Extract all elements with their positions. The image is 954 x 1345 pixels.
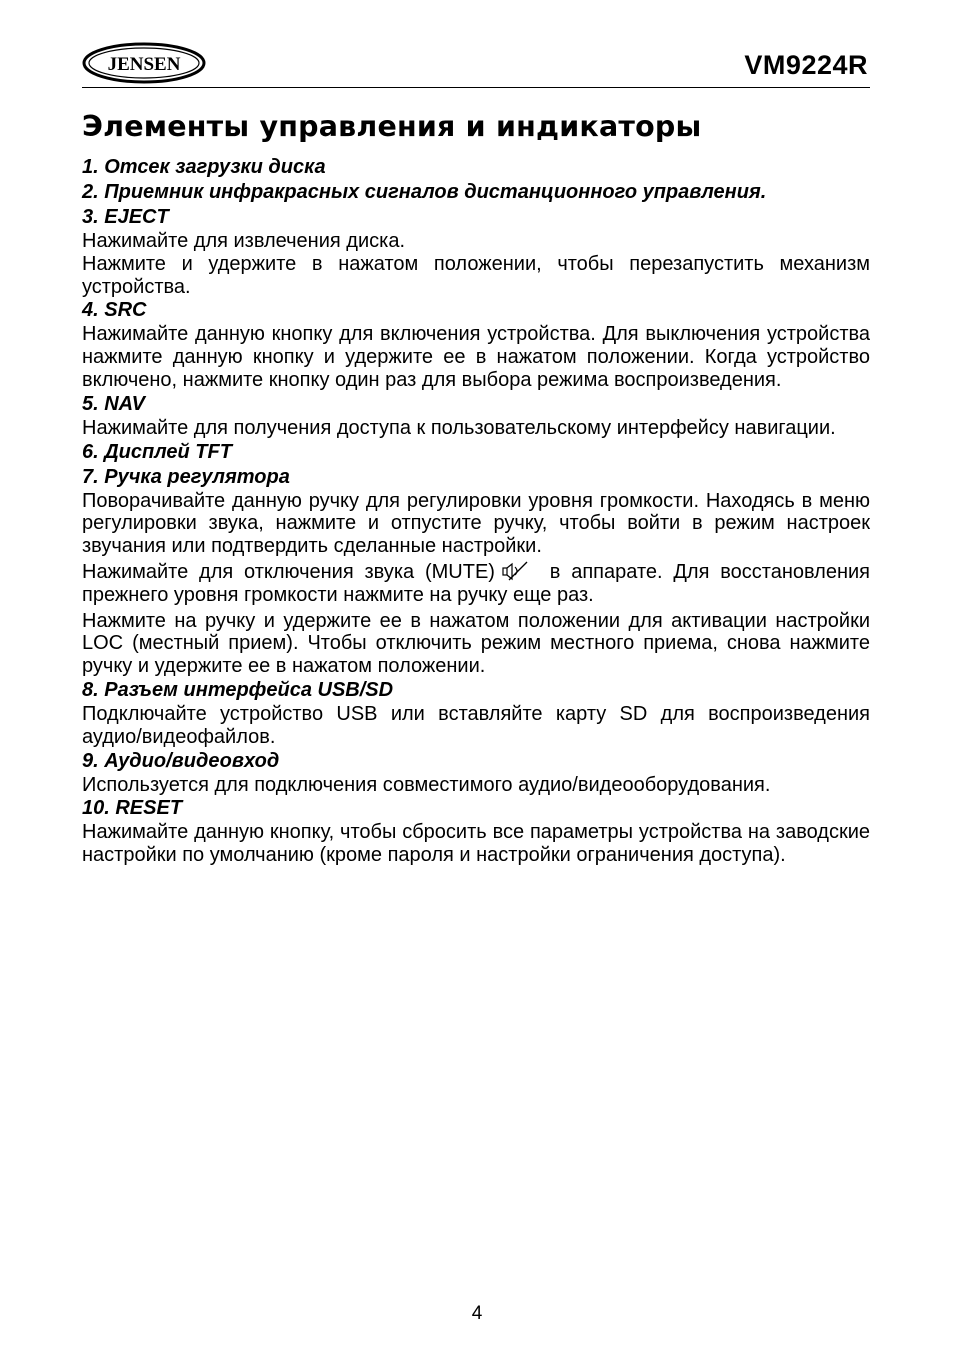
mute-text-before: Нажимайте для отключения звука (MUTE) bbox=[82, 560, 495, 583]
item-heading: 2. Приемник инфракрасных сигналов дистанционного управления. bbox=[82, 181, 767, 203]
jensen-logo bbox=[82, 42, 206, 84]
item-heading: 6. Дисплей TFT bbox=[82, 440, 232, 463]
item-tft-display bbox=[82, 440, 870, 465]
item-reset bbox=[82, 796, 870, 867]
item-heading: 1. Отсек загрузки диска bbox=[82, 156, 326, 178]
model-number: VM9224R bbox=[744, 50, 868, 80]
item-nav bbox=[82, 392, 870, 440]
item-heading: 8. Разъем интерфейса USB/SD bbox=[82, 678, 394, 701]
header-divider bbox=[82, 87, 870, 88]
item-description: Нажимайте данную кнопку, чтобы сбросить все параметры устройства на заводские настройки по умолчанию (кроме пароля и настройки ограничения доступа). bbox=[82, 821, 870, 867]
item-ir-receiver bbox=[82, 180, 870, 205]
logo-text: JENSEN bbox=[107, 54, 181, 75]
controls-list bbox=[82, 155, 870, 867]
item-knob bbox=[82, 465, 870, 678]
item-description: Подключайте устройство USB или вставляйте карту SD для воспроизведения аудио/видеофайлов. bbox=[82, 702, 870, 748]
item-heading: 7. Ручка регулятора bbox=[82, 465, 290, 488]
item-heading: 4. SRC bbox=[82, 299, 147, 322]
item-eject bbox=[82, 205, 870, 298]
item-description: Нажимайте для получения доступа к пользовательскому интерфейсу навигации. bbox=[82, 416, 836, 439]
item-src bbox=[82, 298, 870, 391]
speaker-muted-icon bbox=[501, 561, 535, 581]
page-title: Элементы управления и индикаторы bbox=[82, 110, 702, 143]
item-usb-sd bbox=[82, 678, 870, 749]
item-av-input bbox=[82, 749, 870, 797]
mute-text-after: в аппарате. Для восстановления прежнего уровня громкости нажмите на ручку еще раз. bbox=[82, 560, 870, 606]
item-description: Нажимайте для извлечения диска. bbox=[82, 230, 405, 252]
item-disc-slot bbox=[82, 155, 870, 180]
item-description: Нажмите и удержите в нажатом положении, чтобы перезапустить механизм устройства. bbox=[82, 252, 870, 298]
item-heading: 3. EJECT bbox=[82, 206, 169, 228]
item-heading: 10. RESET bbox=[82, 797, 183, 820]
item-heading: 9. Аудио/видеовход bbox=[82, 749, 280, 772]
page-number: 4 bbox=[471, 1303, 483, 1324]
item-description-mute bbox=[82, 561, 870, 607]
item-heading: 5. NAV bbox=[82, 392, 145, 415]
item-description: Нажмите на ручку и удержите ее в нажатом положении для активации настройки LOC (местный прием). Чтобы отключить режим местного приема, снова нажмите ручку и удержите ее в нажатом положении. bbox=[82, 609, 870, 678]
item-description: Поворачивайте данную ручку для регулировки уровня громкости. Находясь в меню регулировки звука, нажмите и отпустите ручку, чтобы войти в режим настроек звучания или подтвердить сделанные настройки. bbox=[82, 489, 870, 558]
item-description: Нажимайте данную кнопку для включения устройства. Для выключения устройства нажмите данную кнопку и удержите ее в нажатом положении. Когда устройство включено, нажмите кнопку один раз для выбора режима воспроизведения. bbox=[82, 323, 870, 391]
item-description: Используется для подключения совместимого аудио/видеооборудования. bbox=[82, 773, 771, 796]
